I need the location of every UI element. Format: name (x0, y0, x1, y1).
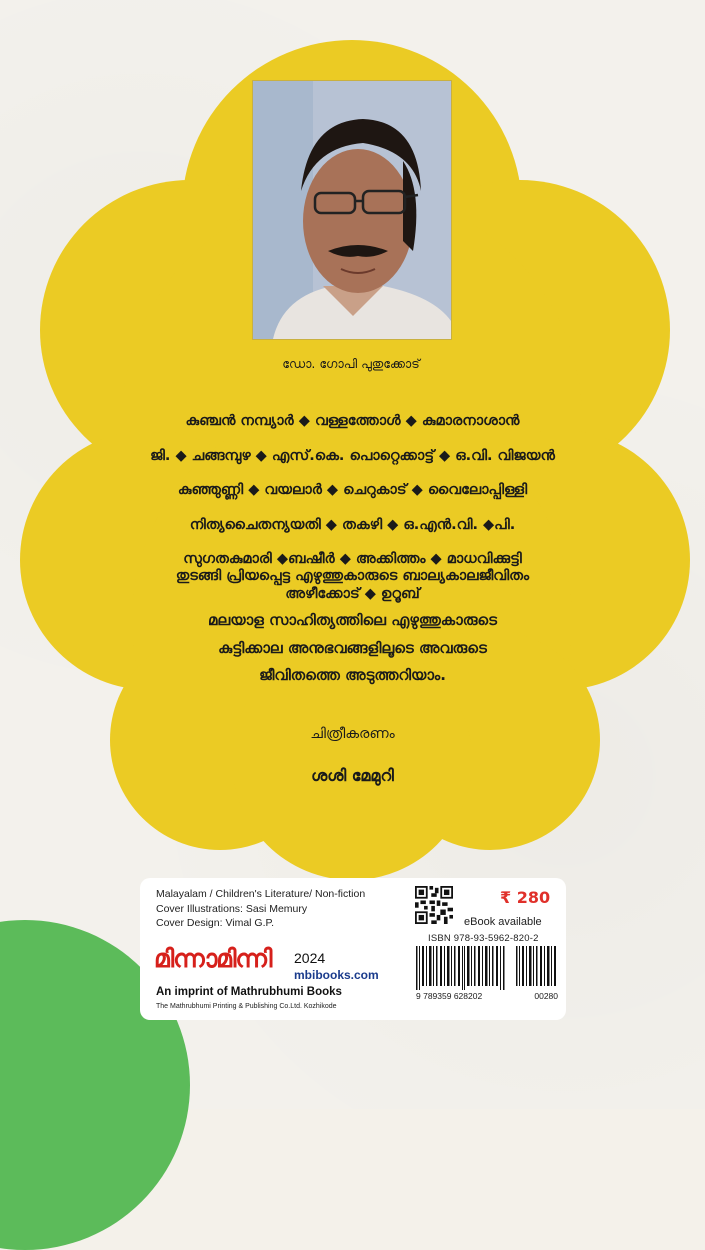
tagline: തുടങ്ങി പ്രിയപ്പെട്ട എഴുത്തുകാരുടെ ബാല്യകാലജീവിതം (175, 568, 530, 584)
author-photo (252, 80, 452, 340)
website-link[interactable]: mbibooks.com (294, 968, 379, 982)
photo-caption: ഡോ. ഗോപി പുതുക്കോട് (282, 356, 420, 371)
barcode-icon (416, 946, 558, 990)
qr-code-icon[interactable] (415, 886, 453, 924)
publisher-line: The Mathrubhumi Printing & Publishing Co.Ltd. Kozhikode (156, 1003, 337, 1010)
description-line: മലയാള സാഹിത്യത്തിലെ എഴുത്തുകാരുടെ (208, 611, 497, 629)
description-line: കുട്ടിക്കാല അനുഭവങ്ങളിലൂടെ അവരുടെ (218, 638, 487, 657)
author-line: നിത്യചൈതന്യയതി ◆ തകഴി ◆ ഒ.എൻ.വി. ◆പി. (189, 516, 516, 533)
genre-line: Malayalam / Children's Literature/ Non-fiction (156, 888, 366, 900)
barcode-main-number: 9 789359 628202 (416, 991, 483, 1001)
author-line: കുഞ്ഞുണ്ണി ◆ വയലാർ ◆ ചെറുകാട് ◆ വൈലോപ്പിള്ളി (177, 482, 528, 498)
imprint-line: An imprint of Mathrubhumi Books (156, 986, 342, 998)
price: ₹ 280 (500, 888, 551, 907)
author-line: അഴീക്കോട് ◆ ഉറൂബ് (285, 585, 420, 602)
publication-info-box (140, 878, 566, 1020)
illustration-label: ചിത്രീകരണം (310, 726, 395, 742)
illustrator-name: ശശി മേമുറി (311, 766, 394, 785)
illustrations-credit: Cover Illustrations: Sasi Memury (156, 902, 308, 915)
minnaminni-logo: മിന്നാമിന്നി (154, 944, 272, 973)
isbn: ISBN 978-93-5962-820-2 (428, 933, 539, 944)
design-credit: Cover Design: Vimal G.P. (156, 917, 275, 929)
description-line: ജീവിതത്തെ അടുത്തറിയാം. (259, 666, 446, 684)
barcode-price-code: 00280 (534, 991, 558, 1001)
publication-year: 2024 (294, 950, 326, 966)
author-line: സുഗതകുമാരി ◆ബഷീർ ◆ അക്കിത്തം ◆ മാധവിക്കുട്ടി (183, 551, 522, 567)
book-description (110, 607, 595, 690)
ebook-availability: eBook available (464, 916, 542, 928)
barcode-numbers (416, 991, 558, 1001)
author-portrait-image (253, 81, 451, 339)
author-line: കുഞ്ചൻ നമ്പ്യാർ ◆ വള്ളത്തോൾ ◆ കുമാരനാശാൻ (185, 413, 520, 429)
author-line: ജി. ◆ ചങ്ങമ്പുഴ ◆ എസ്.കെ. പൊറ്റെക്കാട്ട് ◆ ഒ.വി. വിജയൻ (150, 447, 555, 464)
book-metadata (156, 887, 365, 931)
